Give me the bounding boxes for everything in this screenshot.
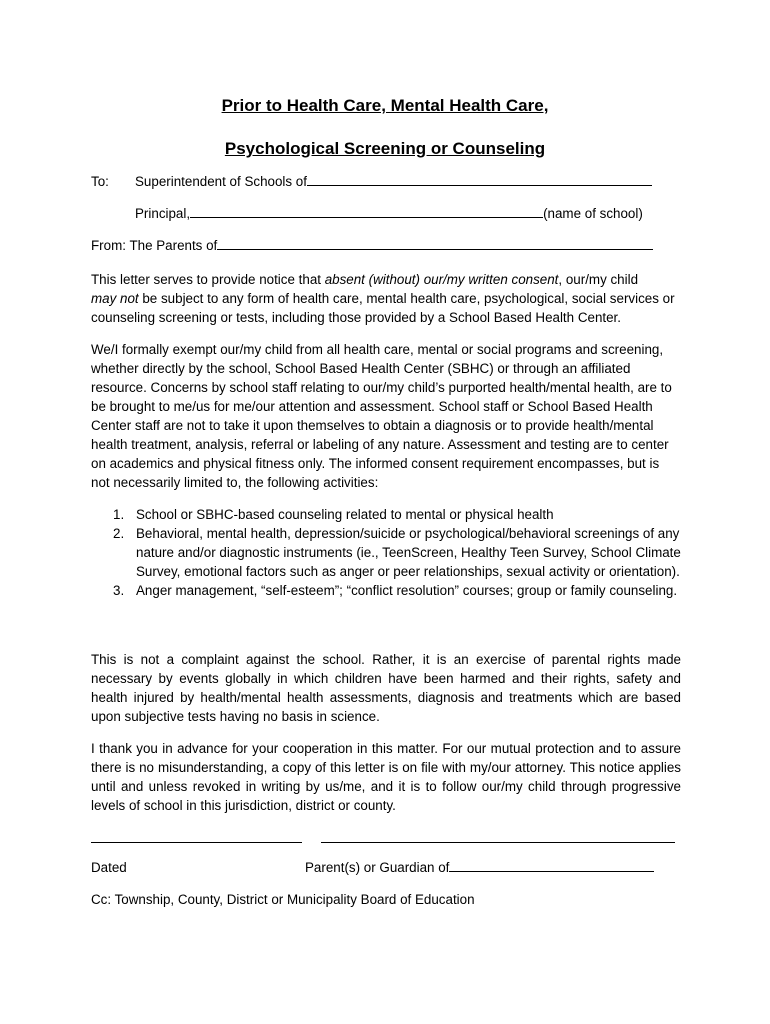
principal-label: Principal,: [135, 206, 191, 221]
title-line-1: Prior to Health Care, Mental Health Care,: [221, 96, 549, 115]
title-line-2: Psychological Screening or Counseling: [224, 139, 546, 158]
list-item: [91, 581, 691, 600]
parents-of-blank[interactable]: [217, 238, 653, 250]
paragraph-notice: [91, 270, 681, 327]
list-item-text: School or SBHC-based counseling related to mental or physical health: [136, 507, 554, 522]
paragraph-exemption: We/I formally exempt our/my child from all health care, mental or social programs and screening, whether directly by the school, School Based Health Center (SBHC) or through an affiliated resource. Concerns by school staff relating to our/my child’s purported health/mental health, are to be brought to me/us for me/our attention and assessment. School staff or School Based Health Center staff are not to take it upon themselves to obtain a diagnosis or to provide health/mental health treatment, analysis, referral or labeling of any nature. Assessment and testing are to center on academics and physical fitness only. The informed consent requirement encompasses, but is not necessarily limited to, the following activities:: [91, 342, 672, 490]
list-item-text: Anger management, “self-esteem”; “conflict resolution” courses; group or family counseling.: [136, 583, 678, 598]
guardian-label: Parent(s) or Guardian of: [305, 860, 450, 875]
p1-text-a: This letter serves to provide notice that: [91, 272, 325, 287]
dated-label: Dated: [91, 860, 127, 875]
date-signature-line[interactable]: [91, 842, 302, 843]
guardian-row: [305, 860, 654, 875]
principal-blank[interactable]: [190, 206, 543, 218]
activities-list: [91, 505, 691, 600]
list-number: 1.: [113, 507, 125, 522]
superintendent-blank[interactable]: [307, 174, 652, 186]
list-number: 2.: [113, 526, 125, 541]
list-item-text: Behavioral, mental health, depression/suicide or psychological/behavioral screenings of any nature and/or diagnostic instruments (ie., TeenScreen, Healthy Teen Survey, School Climate Survey, emotional factors such as anger or peer relationships, sexual activity or orientation).: [136, 526, 681, 579]
principal-row: [135, 206, 643, 221]
list-item: [91, 505, 691, 524]
school-name-hint: (name of school): [543, 206, 643, 221]
list-item: [91, 524, 691, 581]
parent-signature-line[interactable]: [321, 842, 675, 843]
paragraph-not-complaint: This is not a complaint against the school. Rather, it is an exercise of parental rights made necessary by events globally in which children have been harmed and their rights, safety and health injured by health/mental health assessments, diagnosis and treatments which are based upon subjective tests having no basis in science.: [91, 652, 681, 724]
from-label: From: The Parents of: [91, 238, 218, 253]
p1-emphasis-may-not: may not: [91, 291, 139, 306]
p1-emphasis-consent: absent (without) our/my written consent: [324, 272, 559, 287]
superintendent-row: [135, 174, 652, 189]
cc-line: Cc: Township, County, District or Municipality Board of Education: [91, 892, 475, 907]
from-row: [91, 238, 653, 253]
p1-text-c: be subject to any form of health care, mental health care, psychological, social services or counseling screening or tests, including those provided by a School Based Health Center.: [91, 291, 675, 325]
p1-text-b: , our/my child: [558, 272, 639, 287]
paragraph-thank-you: I thank you in advance for your cooperation in this matter. For our mutual protection and to assure there is no misunderstanding, a copy of this letter is on file with my/our attorney. This notice applies until and unless revoked in writing by us/me, and it is to follow our/my child through progressive levels of school in this jurisdiction, district or county.: [91, 741, 681, 813]
list-number: 3.: [113, 583, 125, 598]
superintendent-label: Superintendent of Schools of: [135, 174, 307, 189]
guardian-blank[interactable]: [449, 860, 654, 872]
to-label: To:: [91, 174, 109, 189]
